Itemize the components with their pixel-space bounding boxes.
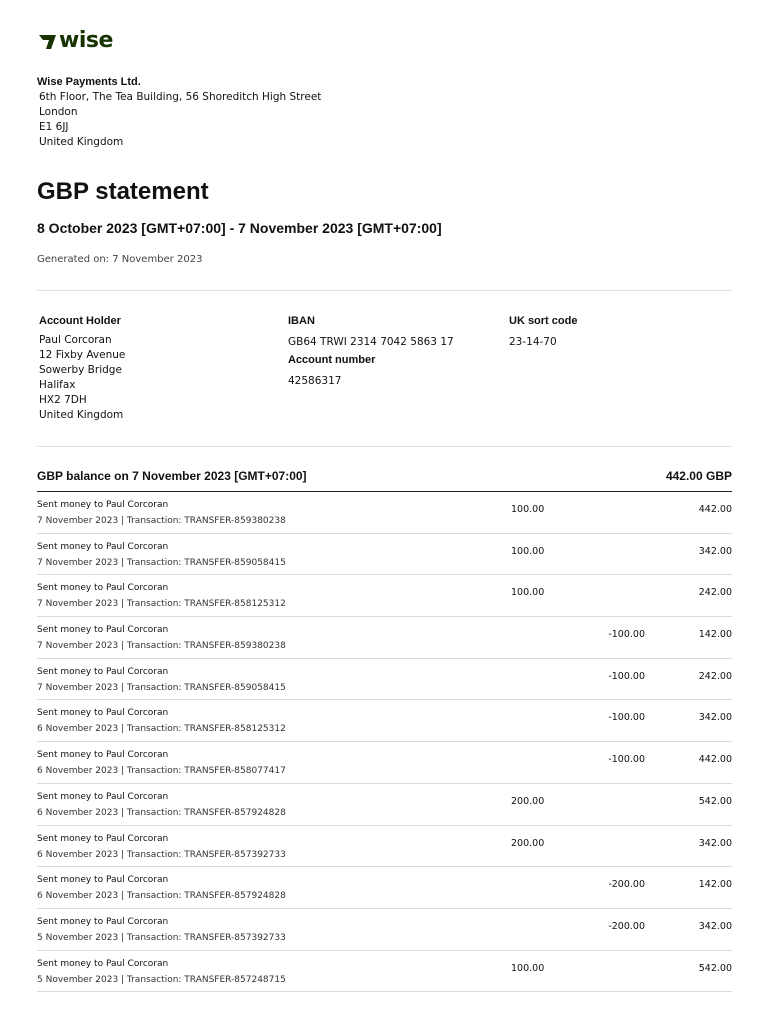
- transaction-row: [37, 575, 732, 617]
- transaction-row: [37, 700, 732, 742]
- transaction-balance: 242.00: [698, 670, 732, 682]
- transaction-description: Sent money to Paul Corcoran: [37, 958, 169, 969]
- transaction-description: Sent money to Paul Corcoran: [37, 625, 169, 636]
- transaction-balance: 342.00: [698, 545, 732, 557]
- account-holder-label: Account Holder: [39, 315, 121, 327]
- transaction-description: Sent money to Paul Corcoran: [37, 541, 169, 552]
- transaction-description: Sent money to Paul Corcoran: [37, 666, 169, 677]
- transaction-meta: 7 November 2023 | Transaction: TRANSFER-859058415: [37, 557, 286, 568]
- transaction-incoming: 100.00: [511, 545, 545, 557]
- holder-line: Halifax: [39, 379, 76, 391]
- divider: [37, 290, 732, 291]
- transaction-meta: 6 November 2023 | Transaction: TRANSFER-857924828: [37, 891, 286, 902]
- transaction-balance: 442.00: [698, 504, 732, 515]
- transaction-row: [37, 617, 732, 659]
- transaction-meta: 6 November 2023 | Transaction: TRANSFER-857924828: [37, 807, 286, 818]
- iban-label: IBAN: [288, 315, 315, 327]
- transaction-meta: 5 November 2023 | Transaction: TRANSFER-857248715: [37, 974, 286, 985]
- transaction-incoming: 100.00: [511, 504, 545, 515]
- transaction-description: Sent money to Paul Corcoran: [37, 833, 169, 844]
- transaction-balance: 342.00: [698, 712, 732, 724]
- transaction-row: [37, 826, 732, 868]
- sort-code-label: UK sort code: [509, 315, 578, 327]
- transaction-list: [37, 492, 732, 992]
- wise-wordmark: wise: [59, 28, 113, 53]
- transaction-balance: 442.00: [698, 754, 732, 766]
- transaction-meta: 6 November 2023 | Transaction: TRANSFER-857392733: [37, 849, 286, 860]
- transaction-balance: 142.00: [698, 879, 732, 891]
- account-number-value: 42586317: [288, 375, 342, 387]
- transaction-description: Sent money to Paul Corcoran: [37, 583, 169, 594]
- divider: [37, 446, 732, 447]
- transaction-description: Sent money to Paul Corcoran: [37, 708, 169, 719]
- transaction-incoming: 200.00: [511, 795, 545, 807]
- company-address: [37, 75, 321, 150]
- transaction-meta: 7 November 2023 | Transaction: TRANSFER-859380238: [37, 641, 286, 652]
- transaction-incoming: 100.00: [511, 587, 545, 599]
- transaction-meta: 6 November 2023 | Transaction: TRANSFER-858077417: [37, 766, 286, 777]
- transaction-row: [37, 784, 732, 826]
- transaction-description: Sent money to Paul Corcoran: [37, 916, 169, 927]
- transaction-incoming: 200.00: [511, 837, 545, 849]
- transaction-row: [37, 659, 732, 701]
- holder-line: United Kingdom: [39, 409, 124, 421]
- transaction-incoming: 100.00: [511, 962, 545, 974]
- transaction-description: Sent money to Paul Corcoran: [37, 500, 169, 510]
- holder-line: Paul Corcoran: [39, 334, 112, 346]
- transaction-outgoing: -100.00: [608, 754, 645, 766]
- transaction-row: [37, 867, 732, 909]
- transaction-meta: 7 November 2023 | Transaction: TRANSFER-858125312: [37, 599, 286, 610]
- holder-line: Sowerby Bridge: [39, 364, 122, 376]
- transaction-balance: 542.00: [698, 962, 732, 974]
- transaction-meta: 5 November 2023 | Transaction: TRANSFER-857392733: [37, 932, 286, 943]
- transaction-balance: 342.00: [698, 920, 732, 932]
- transaction-row: [37, 742, 732, 784]
- transaction-row: [37, 534, 732, 576]
- transaction-balance: 342.00: [698, 837, 732, 849]
- transaction-row: [37, 909, 732, 951]
- wise-flag-icon: [37, 31, 57, 51]
- sort-code-value: 23-14-70: [509, 336, 557, 348]
- transaction-outgoing: -200.00: [608, 879, 645, 891]
- holder-line: HX2 7DH: [39, 394, 87, 406]
- company-name: Wise Payments Ltd.: [37, 76, 141, 88]
- company-address-line: London: [39, 106, 78, 118]
- company-address-line: E1 6JJ: [39, 121, 69, 133]
- transaction-outgoing: -100.00: [608, 670, 645, 682]
- transaction-description: Sent money to Paul Corcoran: [37, 750, 169, 761]
- transaction-meta: 7 November 2023 | Transaction: TRANSFER-859058415: [37, 682, 286, 693]
- transaction-row: [37, 951, 732, 993]
- transaction-row: [37, 492, 732, 534]
- company-address-line: 6th Floor, The Tea Building, 56 Shoreditch High Street: [39, 91, 322, 103]
- transaction-meta: 6 November 2023 | Transaction: TRANSFER-858125312: [37, 724, 286, 735]
- transaction-outgoing: -100.00: [608, 712, 645, 724]
- transaction-balance: 242.00: [698, 587, 732, 599]
- transaction-meta: 7 November 2023 | Transaction: TRANSFER-859380238: [37, 516, 286, 526]
- transaction-outgoing: -100.00: [608, 629, 645, 641]
- transaction-description: Sent money to Paul Corcoran: [37, 875, 169, 886]
- account-number-label: Account number: [288, 354, 376, 366]
- company-address-line: United Kingdom: [39, 136, 124, 148]
- statement-period: 8 October 2023 [GMT+07:00] - 7 November 2023 [GMT+07:00]: [37, 220, 442, 236]
- generated-date: Generated on: 7 November 2023: [37, 254, 203, 265]
- holder-line: 12 Fixby Avenue: [39, 349, 126, 361]
- wise-logo: [37, 28, 113, 53]
- balance-value: 442.00 GBP: [665, 469, 732, 483]
- transaction-balance: 142.00: [698, 629, 732, 641]
- iban-value: GB64 TRWI 2314 7042 5863 17: [288, 336, 454, 348]
- transaction-balance: 542.00: [698, 795, 732, 807]
- account-holder-details: [39, 333, 125, 423]
- transaction-outgoing: -200.00: [608, 920, 645, 932]
- balance-label: GBP balance on 7 November 2023 [GMT+07:00]: [37, 469, 307, 483]
- transaction-description: Sent money to Paul Corcoran: [37, 791, 169, 802]
- statement-title: GBP statement: [37, 178, 209, 205]
